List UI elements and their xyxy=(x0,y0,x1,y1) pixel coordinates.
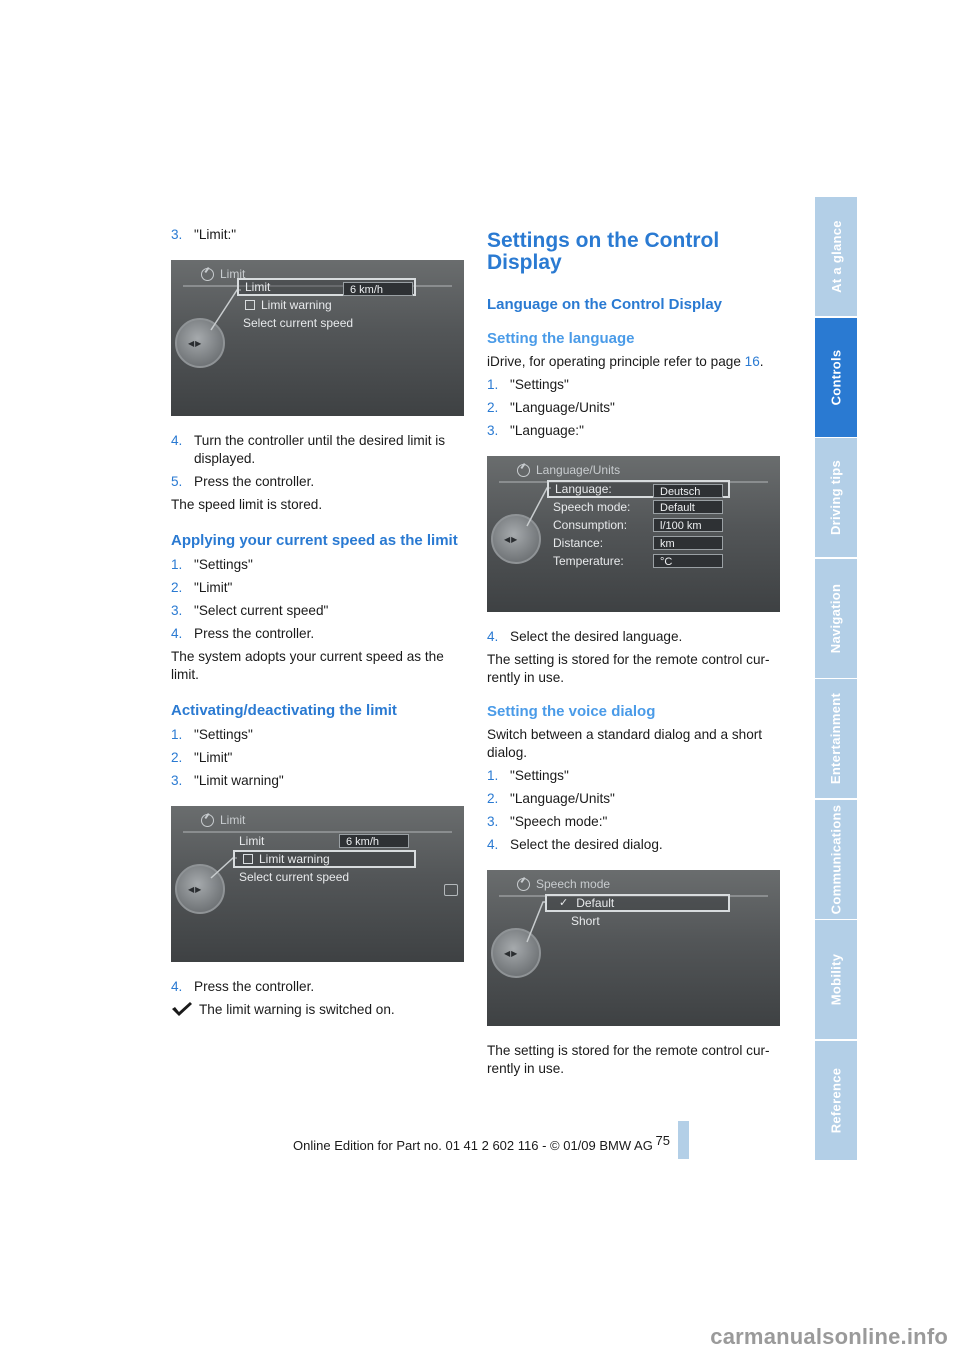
controller-knob-icon xyxy=(175,318,225,368)
step-turn: 4. Turn the controller until the desired limit is displayed. xyxy=(171,433,446,466)
tab-reference[interactable]: Reference xyxy=(815,1041,857,1160)
screen-title: Speech mode xyxy=(517,876,610,892)
note-limit-on: The limit warning is switched on. xyxy=(171,1001,465,1019)
stored-text: The speed limit is stored. xyxy=(171,497,323,512)
step-limit: 3. "Limit:" xyxy=(171,227,237,242)
screen-speech-mode xyxy=(487,870,780,1026)
tab-entertainment[interactable]: Entertainment xyxy=(815,679,857,798)
tab-communications[interactable]: Communications xyxy=(815,800,857,919)
step-apply-3: 3. "Select current speed" xyxy=(171,603,329,618)
heading-apply-speed: Applying your current speed as the limit xyxy=(171,532,458,549)
page-marker-bar xyxy=(678,1121,689,1159)
step-press-controller: 4. Press the controller. xyxy=(171,979,315,994)
heading-language: Language on the Control Display xyxy=(487,296,723,313)
controller-knob-icon xyxy=(491,514,541,564)
menu-row-limit: Limit 6 km/h xyxy=(233,832,416,850)
watermark: carmanualsonline.info xyxy=(710,1324,948,1349)
menu-row-limit: Limit 6 km/h xyxy=(237,278,416,296)
heading-settings-control-display: Settings on the Control Display xyxy=(487,229,720,274)
tab-navigation[interactable]: Navigation xyxy=(815,559,857,678)
step-apply-2: 2. "Limit" xyxy=(171,580,233,595)
step-apply-1: 1. "Settings" xyxy=(171,557,253,572)
menu-row-consumption: Consumption: l/100 km xyxy=(547,516,730,534)
menu-row-select-speed: Select current speed xyxy=(239,870,350,884)
controller-knob-icon xyxy=(175,864,225,914)
stored-remote-text-1: The setting is stored for the remote control cur-rently in use. xyxy=(487,652,770,685)
settings-icon xyxy=(517,464,530,477)
controller-knob-icon xyxy=(491,928,541,978)
apply-result: The system adopts your current speed as the limit. xyxy=(171,649,444,682)
tab-at-a-glance[interactable]: At a glance xyxy=(815,197,857,316)
screen-rows xyxy=(547,480,730,570)
menu-row-limit-warning: Limit warning xyxy=(237,296,416,314)
stored-remote-text-2: The setting is stored for the remote control cur-rently in use. xyxy=(487,1043,770,1076)
screen-title: Limit xyxy=(201,266,245,282)
step-lang-2: 2. "Language/Units" xyxy=(487,400,615,415)
voice-intro: Switch between a standard dialog and a short dialog. xyxy=(487,727,763,760)
settings-icon xyxy=(517,878,530,891)
option-button-icon xyxy=(444,884,458,896)
step-activate-3: 3. "Limit warning" xyxy=(171,773,284,788)
menu-row-default: ✓ Default xyxy=(545,894,730,912)
step-activate-1: 1. "Settings" xyxy=(171,727,253,742)
page-link[interactable]: 16 xyxy=(744,354,760,369)
tab-mobility[interactable]: Mobility xyxy=(815,920,857,1039)
step-voice-2: 2. "Language/Units" xyxy=(487,791,615,806)
page-number: 75 xyxy=(655,1133,670,1148)
heading-setting-language: Setting the language xyxy=(487,330,635,347)
heading-voice-dialog: Setting the voice dialog xyxy=(487,703,656,720)
screen-language-units xyxy=(487,456,780,612)
step-voice-4: 4. Select the desired dialog. xyxy=(487,837,663,852)
step-voice-1: 1. "Settings" xyxy=(487,768,569,783)
menu-row-language: Language: Deutsch xyxy=(547,480,730,498)
screen-title: Language/Units xyxy=(517,462,620,478)
screen-limit xyxy=(171,260,464,416)
checkbox-icon xyxy=(245,300,255,310)
checkmark-icon xyxy=(171,1001,193,1017)
step-activate-2: 2. "Limit" xyxy=(171,750,233,765)
menu-row-distance: Distance: km xyxy=(547,534,730,552)
step-select-language: 4. Select the desired language. xyxy=(487,629,683,644)
menu-row-select-speed: Select current speed xyxy=(243,316,354,330)
tab-controls[interactable]: Controls xyxy=(815,318,857,437)
screen-rows xyxy=(545,894,730,930)
checkbox-icon xyxy=(243,854,253,864)
menu-row-temperature: Temperature: °C xyxy=(547,552,730,570)
left-column xyxy=(171,226,465,1019)
screen-title: Limit xyxy=(201,812,245,828)
settings-icon xyxy=(201,814,214,827)
step-apply-4: 4. Press the controller. xyxy=(171,626,315,641)
menu-row-short: Short xyxy=(571,914,600,928)
tab-driving-tips[interactable]: Driving tips xyxy=(815,438,857,557)
intro-idrive: iDrive, for operating principle refer to page 16. xyxy=(487,354,764,369)
section-tabs xyxy=(815,197,857,1160)
screen-rows xyxy=(233,832,416,886)
settings-icon xyxy=(201,268,214,281)
check-icon: ✓ xyxy=(559,897,569,909)
step-voice-3: 3. "Speech mode:" xyxy=(487,814,608,829)
step-lang-3: 3. "Language:" xyxy=(487,423,584,438)
screen-limit-warning xyxy=(171,806,464,962)
step-press: 5. Press the controller. xyxy=(171,474,315,489)
right-column xyxy=(487,226,781,1083)
heading-activate-limit: Activating/deactivating the limit xyxy=(171,702,397,719)
menu-row-limit-warning: Limit warning xyxy=(233,850,416,868)
step-lang-1: 1. "Settings" xyxy=(487,377,569,392)
screen-rows xyxy=(237,278,416,332)
menu-row-speech-mode: Speech mode: Default xyxy=(547,498,730,516)
